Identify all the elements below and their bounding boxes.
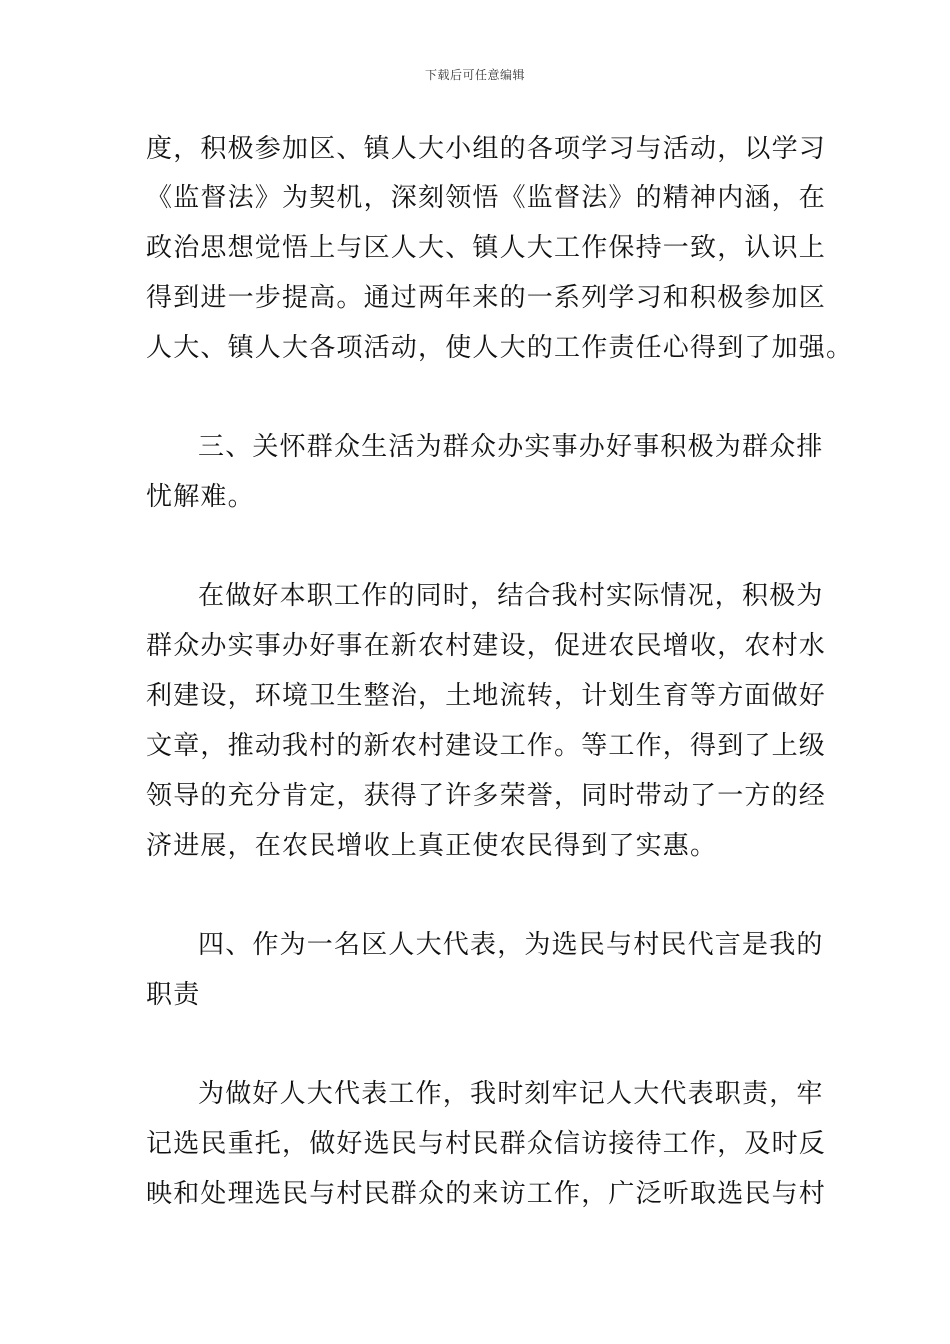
paragraph-line: 度，积极参加区、镇人大小组的各项学习与活动，以学习 xyxy=(146,134,827,164)
section-heading-continued: 职责 xyxy=(146,980,201,1010)
paragraph-line: 映和处理选民与村民群众的来访工作，广泛听取选民与村 xyxy=(146,1179,827,1209)
paragraph-line: 利建设，环境卫生整治，土地流转，计划生育等方面做好 xyxy=(146,681,827,711)
section-heading: 三、关怀群众生活为群众办实事办好事积极为群众排 xyxy=(198,432,824,462)
paragraph-line: 得到进一步提高。通过两年来的一系列学习和积极参加区 xyxy=(146,283,827,313)
paragraph-line: 群众办实事办好事在新农村建设，促进农民增收，农村水 xyxy=(146,631,827,661)
paragraph-line: 为做好人大代表工作，我时刻牢记人大代表职责，牢 xyxy=(198,1079,824,1109)
paragraph-line: 在做好本职工作的同时，结合我村实际情况，积极为 xyxy=(198,581,824,611)
paragraph-line: 领导的充分肯定，获得了许多荣誉，同时带动了一方的经 xyxy=(146,781,827,811)
header-note: 下载后可任意编辑 xyxy=(424,68,525,82)
paragraph-line: 文章，推动我村的新农村建设工作。等工作，得到了上级 xyxy=(146,731,827,761)
section-heading: 四、作为一名区人大代表，为选民与村民代言是我的 xyxy=(198,930,824,960)
paragraph-line: 人大、镇人大各项活动，使人大的工作责任心得到了加强。 xyxy=(146,333,854,363)
section-heading-continued: 忧解难。 xyxy=(146,482,255,512)
paragraph-line: 政治思想觉悟上与区人大、镇人大工作保持一致，认识上 xyxy=(146,233,827,263)
paragraph-line: 济进展，在农民增收上真正使农民得到了实惠。 xyxy=(146,831,718,861)
paragraph-line: 《监督法》为契机，深刻领悟《监督法》的精神内涵，在 xyxy=(146,183,827,213)
paragraph-line: 记选民重托，做好选民与村民群众信访接待工作，及时反 xyxy=(146,1129,827,1159)
